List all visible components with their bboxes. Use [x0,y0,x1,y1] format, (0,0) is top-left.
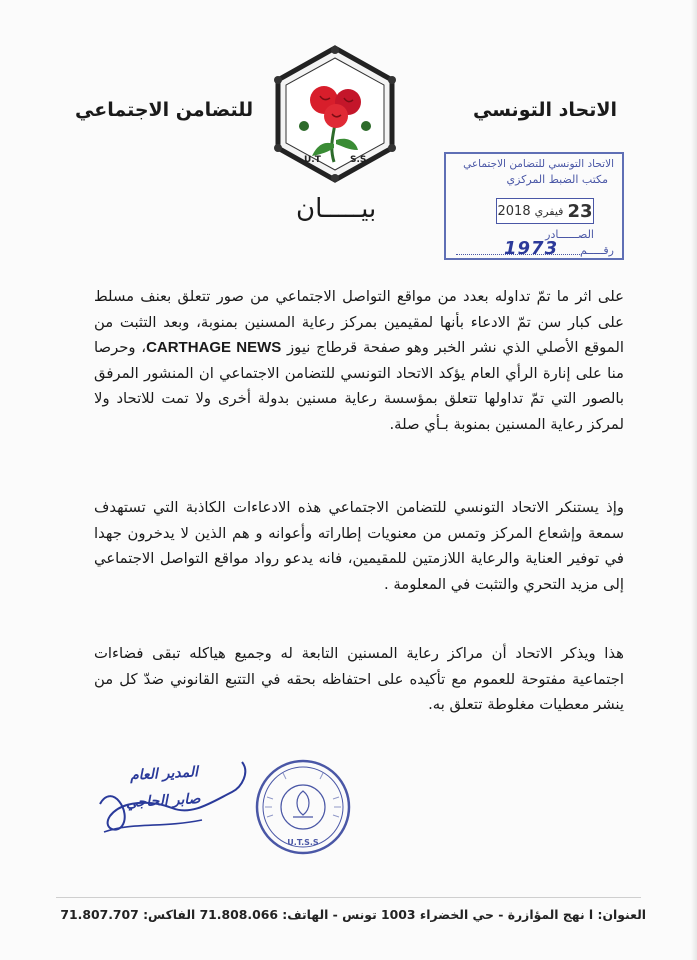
signatory-name: صابر الحاجي [125,791,201,811]
official-seal [253,757,353,857]
document-title: بيـــــان [296,194,377,224]
site-name-latin: CARTHAGE NEWS [146,339,282,357]
stamp-dotted-line [456,254,582,255]
svg-text:U.T: U.T [304,155,321,165]
footer-divider [56,897,641,898]
paragraph-2: وإذ يستنكر الاتحاد التونسي للتضامن الاجتماعي هذه الادعاءات الكاذبة التي تستهدف سمعة وإشعاع المركز وتمس من معنويات إطاراته وأعوانه و هم الذين لا يدخرون جهدا في توفير العناية والرعاية اللازمتين للمقيمين، فانه يدعو رواد مواقع التواصل الاجتماعي إلى مزيد التحري والتثبت في المعلومة . [94,499,624,593]
stamp-issued-label: الصــــــادر [545,228,594,241]
stamp-number-label: رقـــــم [579,244,614,257]
org-name-left: للتضامن الاجتماعي [75,99,254,121]
stamp-date-box [496,198,594,224]
paragraph-1-before: على اثر ما تمّ تداوله بعدد من مواقع التواصل الاجتماعي من صور تتعلق بعنف مسلط على كبار سن تمّ الادعاء بأنها لمقيمين بمركز رعاية المسنين بمنوبة، وبعد التثبت من الموقع الأصلي الذي نشر الخبر وهو صفحة قرطاج نيوز [94,288,624,357]
svg-text:S.S: S.S [350,155,367,165]
org-name-right: الاتحاد التونسي [473,99,617,121]
signatory-title: المدير العام [129,764,199,784]
paragraph-3: هذا ويذكر الاتحاد أن مراكز رعاية المسنين التابعة له وجميع هياكله تبقى فضاءات اجتماعية مفتوحة للعموم مع تأكيده على احتفاظه بحقه في التتبع القانوني ضدّ كل من ينشر معطيات مغلوطة تتعلق به. [94,645,624,714]
paragraph-1-after: ، وحرصا منا على إنارة الرأي العام يؤكد الاتحاد التونسي للتضامن الاجتماعي ان المنشور المرفق بالصور التي تمّ تداولها تتعلق بمؤسسة رعاية مسنين بدولة أخرى ولا تمت للاتحاد ولا لمركز رعاية المسنين بمنوبة بـأي صلة. [94,339,624,433]
stamp-day: 23 [567,200,593,222]
stamp-org-line: الاتحاد التونسي للتضامن الاجتماعي [463,158,614,170]
org-logo [260,44,410,184]
stamp-month: فيفري [534,204,564,218]
page-edge [691,0,697,960]
paragraph-1 [94,284,624,438]
stamp-year: 2018 [497,203,531,219]
stamp-number: 1973 [504,238,559,259]
stamp-office-line: مكتب الضبط المركزي [506,173,608,186]
registry-stamp [444,152,624,260]
seal-initials: U.T.S.S [287,838,319,847]
footer-address: العنوان: ا نهج المؤازرة - حي الخضراء 1003 تونس - الهاتف: 71.808.066 الفاكس: 71.807.707 [60,907,646,922]
